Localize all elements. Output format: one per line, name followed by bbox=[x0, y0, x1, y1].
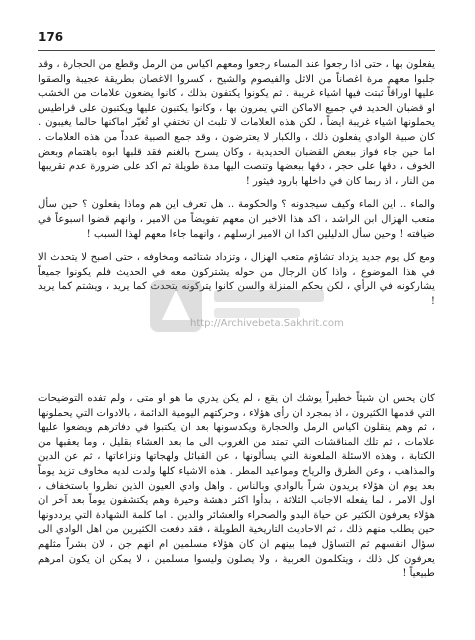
paragraph: كان يحس ان شيئاً خطيراً يوشك ان يقع ، لم يكن يدري ما هو او متى ، ولم تفده التوضيحات التي قدمها الكثيرون ، اذ بمجرد ان رأى هؤلاء ، وحركتهم اليومية الدائمة ، بالادوات التي يحملونها ، ثم وهم ينقلون اكياس الرمل والحجارة ويكدسونها بعد ان يكتبوا في دفاترهم ويضعوا عليها علامات ، ثم تلك المناقشات التي تمتد من الغروب الى ما بعد العشاء بقليل ، وما يعقبها من الكتابة ، وهذه الاسئلة الملعونة التي يسألونها ، عن القبائل ولهجاتها ونزاعاتها ، ثم عن الدين والمذاهب ، وعن الطرق والرياح ومواعيد المطر . هذه الاشياء كلها ولدت لديه مخاوف تزيد يوماً بعد يوم ان هؤلاء يريدون شراً بالوادي وبالناس . واهل وادي العيون الذين نظروا باستخفاف ، اول الامر ، لما يفعله الاجانب الثلاثة ، بدأوا اكثر دهشة وحيرة وهم يكتشفون يوماً بعد آخر ان هؤلاء يعرفون الكثير عن حياة البدو والصحراء والعشائر والدين . اما كلمة الشهادة التي يرددونها حين يطلب منهم ذلك ، ثم الاحاديث التاريخية الطويلة ، فقد دفعت الكثيرين من اهل الوادي الى سؤال انفسهم ثم التساؤل فيما بينهم ان كان هؤلاء مسلمين ام انهم جن ، لان بشراً مثلهم يعرفون كل ذلك ، ويتكلمون العربية ، ولا يصلون وليسوا مسلمين ، لا يمكن ان يكون امرهم طبيعياً ! bbox=[38, 393, 435, 580]
paragraph: ومع كل يوم جديد يزداد تشاؤم متعب الهزال ، وتزداد شتائمه ومخاوفه ، حتى اصبح لا يتحدث الا في هذا الموضوع ، واذا كان الرجال من حوله يشتركون معه في الحديث فلم يكونوا جميعاً يشاركونه في الرأي ، لكن بحكم المنزلة والسن كانوا يتركونه يتحدث كما يريد ، ويشتم كما يريد ! bbox=[38, 252, 435, 307]
text-block-lower bbox=[38, 392, 435, 582]
page-number: 176 bbox=[38, 30, 64, 44]
watermark-url: http://Archivebeta.Sakhrit.com bbox=[190, 318, 344, 329]
paragraph: يفعلون بها ، حتى اذا رجعوا عند المساء رجعوا ومعهم اكياس من الرمل وقطع من الحجارة ، وقد جلبوا معهم مرة اغصاناً من الاثل والفيصوم والشيح ، كسروا الاغصان بطريقة عجيبة والصقوا عليها اوراقاً ثبتت فيها اشياء غريبة . ثم يكونوا يكتفون بذلك ، كانوا يضعون علامات من الخشب او قضبان الحديد في جميع الاماكن التي يمرون بها ، وكانوا يكتبون عليها ويكتبون على قراطيس يحملونها اشياء غريبة ايضاً ، لكن هذه العلامات لا تلبث ان تختفي او تُغيّر اماكنها حالما يغيبون . كان صبية الوادي يفعلون ذلك ، والكبار لا يعترضون ، وقد جمع الصبية عدداً من هذه العلامات . اما حين جاء فواز ببعض القضبان الحديدية ، وكان يسرح بالغنم فقد قلبها ابوه باهتمام وبعض الخوف ، دقها على حجر ، دقها ببعضها وتنصت اليها مدة طويلة ثم اكد على ضرورة عدم تقريبها من النار ، اذ ربما كان في داخلها بارود فيثور ! bbox=[38, 59, 435, 187]
header-rule bbox=[38, 50, 435, 51]
paragraph: والماء .. اين الماء وكيف سيجدونه ؟ والحكومة .. هل تعرف اين هم وماذا يفعلون ؟ حين سأل متعب الهزال ابن الراشد ، اكد هذا الاخير ان معهم تفويضاً من الامير ، وانهم قضوا اسبوعاً في ضيافته ! وحين سأل الدليلين اكدا ان الامير ارسلهم ، وانهما جاءا معهم لهذا السبب ! bbox=[38, 199, 435, 240]
text-block-upper bbox=[38, 58, 435, 310]
